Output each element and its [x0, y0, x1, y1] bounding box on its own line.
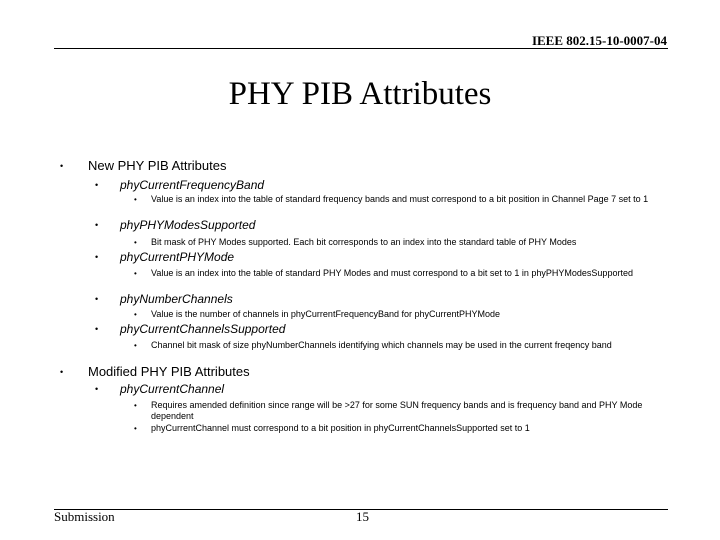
attribute-name: phyCurrentPHYMode	[120, 250, 235, 264]
bullet: •	[60, 367, 64, 377]
attribute-name: phyNumberChannels	[120, 292, 233, 306]
section-heading-text: New PHY PIB Attributes	[88, 158, 227, 173]
attribute-detail	[134, 194, 649, 205]
detail-text: Value is the number of channels in phyCurrentFrequencyBand for phyCurrentPHYMode	[151, 309, 501, 319]
bullet: •	[95, 294, 99, 304]
detail-text-part: Value is an index into the table of standard PHY Modes and must correspond to a bit set to 1 in phyPHYModesSupported	[151, 268, 633, 278]
detail-text: Requires amended definition since range will be >27 for some SUN frequency bands and is frequency band and PHY Mode dependent	[151, 400, 643, 421]
attribute-detail	[134, 309, 649, 320]
bullet: •	[95, 324, 99, 334]
attribute-name: phyCurrentFrequencyBand	[120, 178, 265, 192]
bullet: •	[134, 195, 137, 204]
bullet: •	[134, 310, 137, 319]
bullet: •	[95, 220, 99, 230]
bullet: •	[134, 269, 137, 278]
attribute-name: phyCurrentChannel	[120, 382, 225, 396]
page-number: 15	[356, 509, 369, 524]
detail-text: Bit mask of PHY Modes supported. Each bit corresponds to an index into the standard table of PHY Modes	[151, 237, 577, 247]
attribute-detail	[134, 237, 649, 248]
bullet: •	[60, 161, 64, 171]
section-heading-text: Modified PHY PIB Attributes	[88, 364, 250, 379]
bullet: •	[134, 341, 137, 350]
detail-text	[151, 268, 649, 279]
detail-text: phyCurrentChannel must correspond to a bit position in phyCurrentChannelsSupported set to 1	[151, 423, 530, 433]
attribute-name: phyPHYModesSupported	[120, 218, 256, 232]
attribute-detail	[134, 400, 649, 422]
bullet: •	[95, 384, 99, 394]
detail-text: Channel bit mask of size phyNumberChannels identifying which channels may be used in the current freqency band	[151, 340, 612, 350]
attribute-name: phyCurrentChannelsSupported	[120, 322, 286, 336]
document-id: IEEE 802.15-10-0007-04	[531, 33, 667, 48]
bullet: •	[134, 238, 137, 247]
bullet: •	[134, 401, 137, 410]
footer-submission: Submission	[54, 509, 115, 524]
bullet: •	[134, 424, 137, 433]
attribute-detail	[134, 423, 649, 434]
bullet: •	[95, 180, 99, 190]
attribute-detail	[134, 340, 649, 351]
bullet: •	[95, 252, 99, 262]
attribute-detail	[134, 268, 649, 279]
detail-text: Value is an index into the table of standard frequency bands and must correspond to a bit position in Channel Page 7 set to 1	[151, 194, 649, 204]
slide-title: PHY PIB Attributes	[228, 76, 492, 112]
